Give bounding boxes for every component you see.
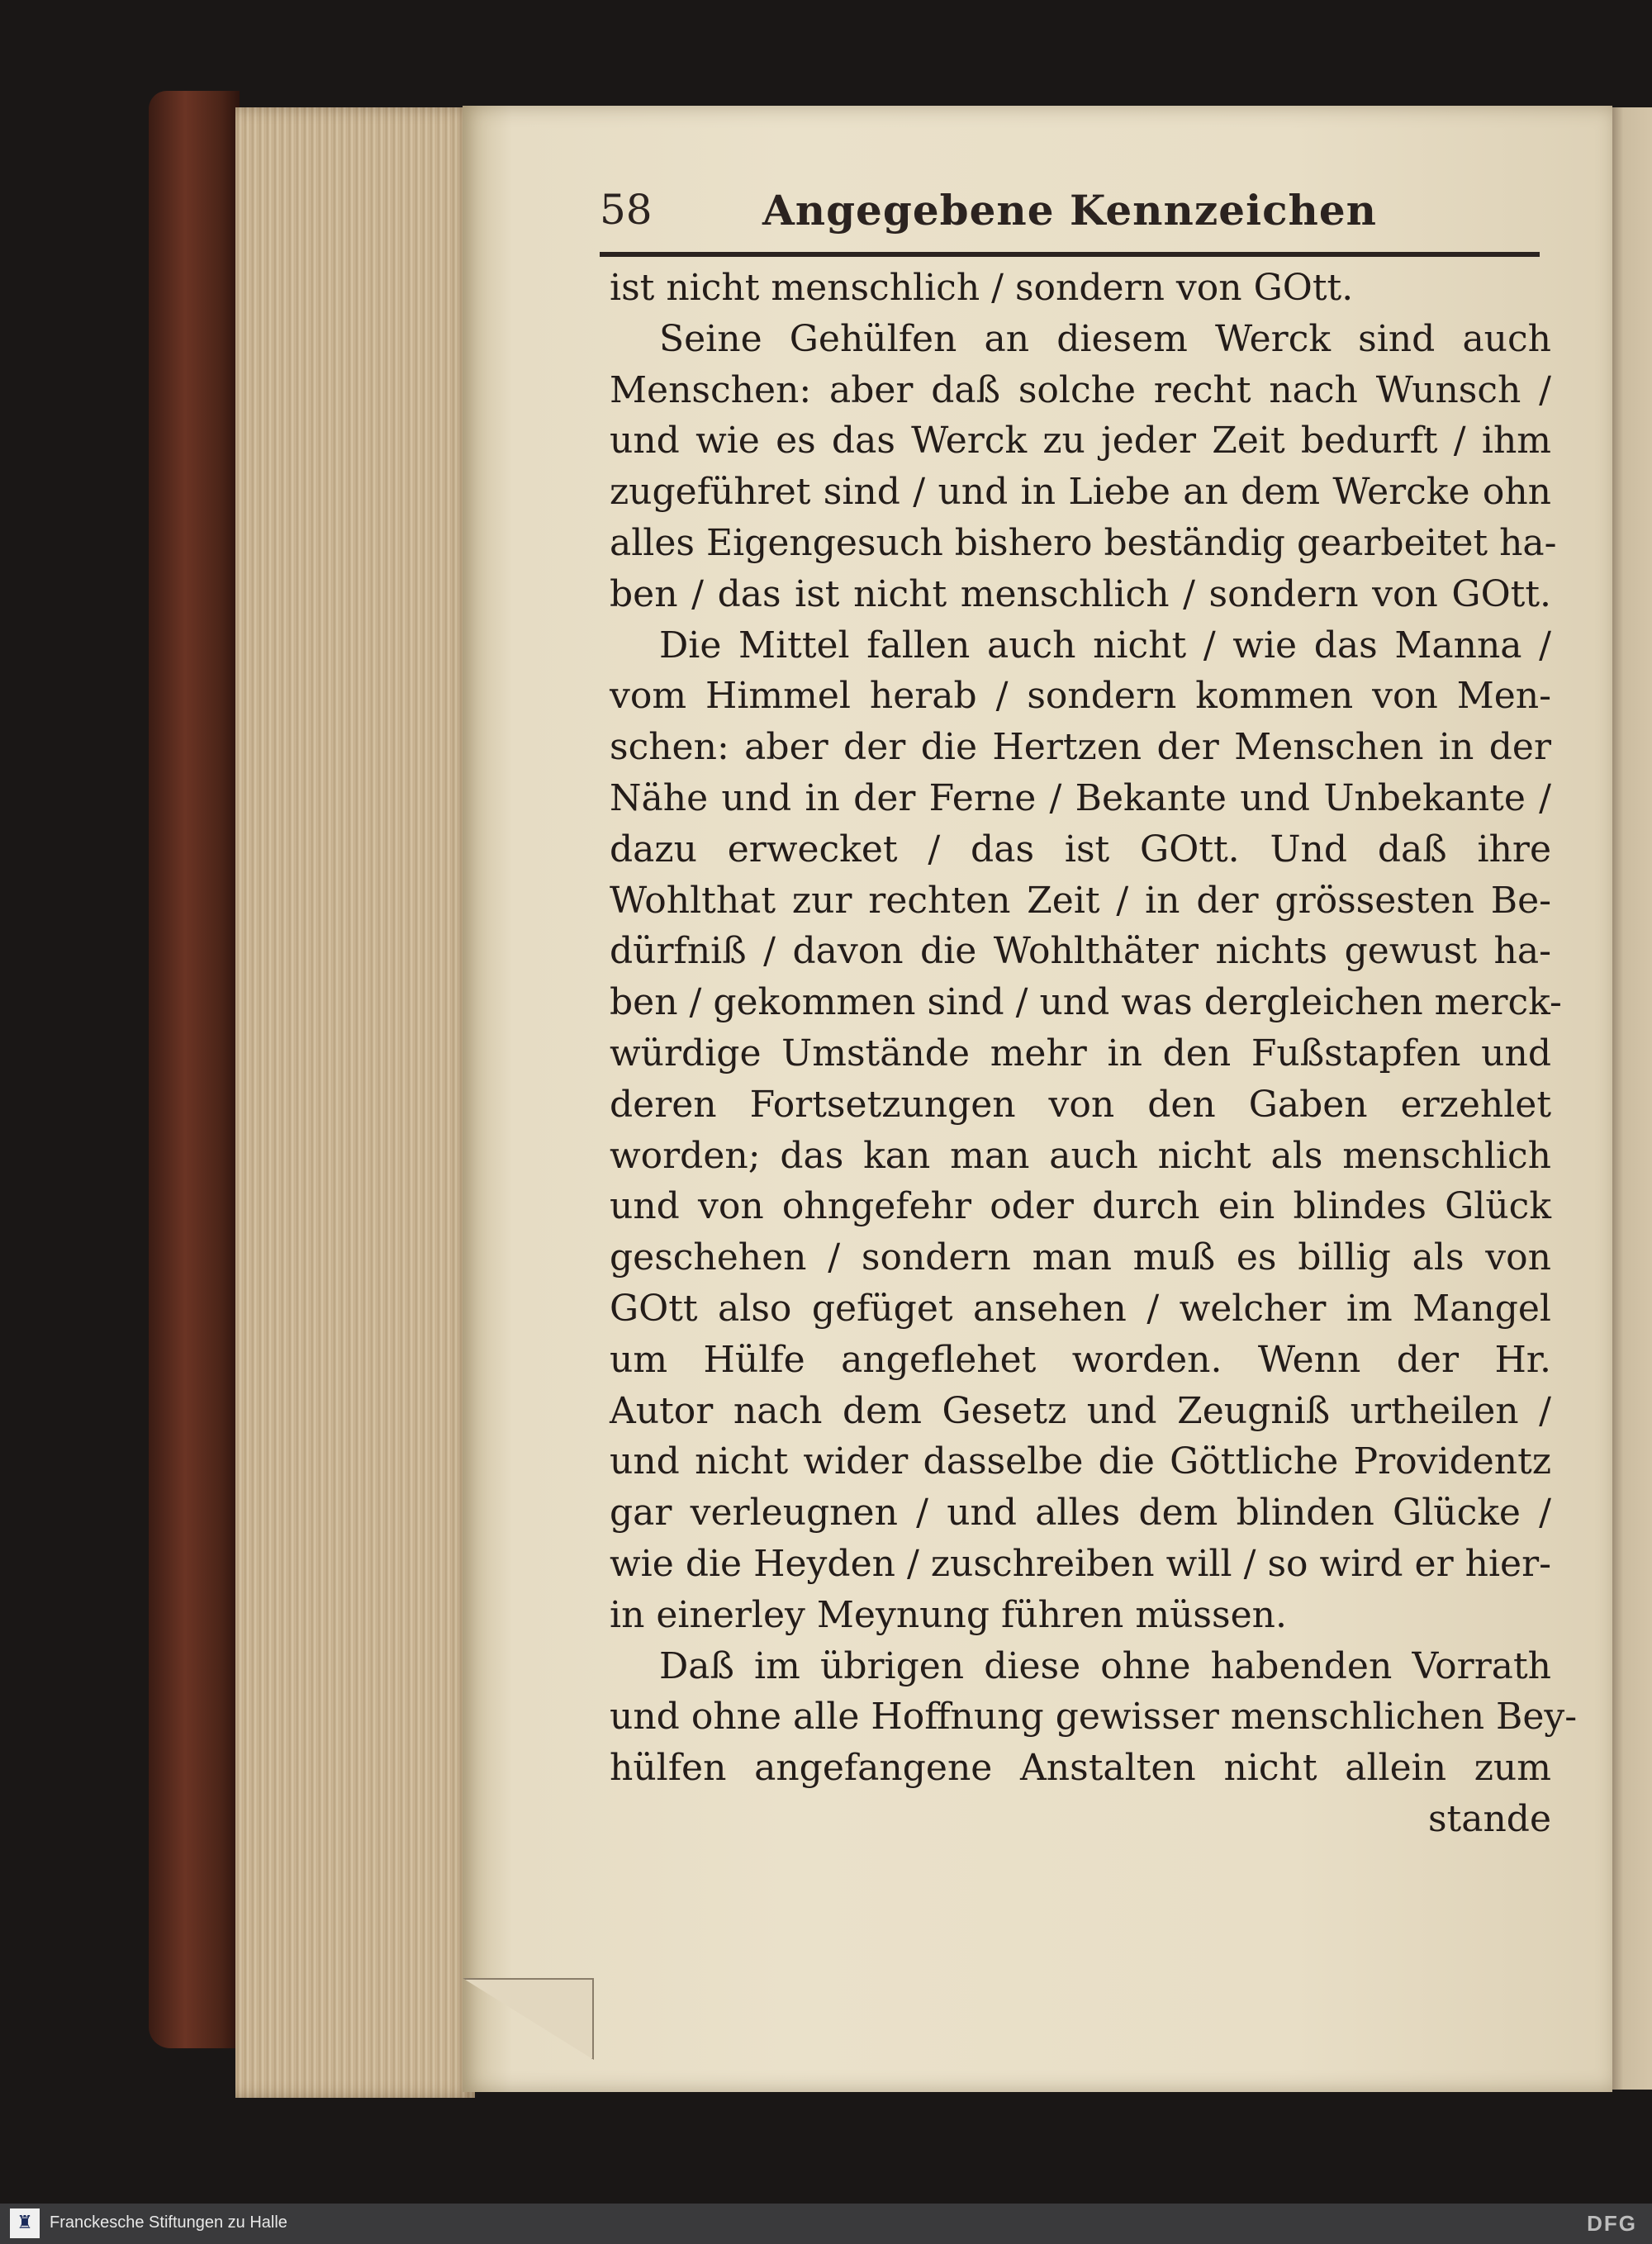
text-line: Die Mittel fallen auch nicht / wie das Manna / bbox=[659, 624, 1551, 667]
book-spine bbox=[149, 91, 240, 2048]
text-line: dürfniß / davon die Wohlthäter nichts gewust ha- bbox=[610, 930, 1551, 973]
page-number: 58 bbox=[600, 186, 653, 234]
text-line: deren Fortsetzungen von den Gaben erzehlet bbox=[610, 1083, 1551, 1126]
page-edges bbox=[235, 107, 475, 2098]
text-line: ist nicht menschlich / sondern von GOtt. bbox=[610, 267, 1354, 309]
text-line: wie die Heyden / zuschreiben will / so wird er hier- bbox=[610, 1542, 1551, 1585]
page-body bbox=[610, 263, 1578, 1845]
text-line: zugeführet sind / und in Liebe an dem Wercke ohn bbox=[610, 471, 1551, 514]
text-line: und ohne alle Hoffnung gewisser menschlichen Bey- bbox=[610, 1696, 1578, 1739]
viewer-footer-bar bbox=[0, 2204, 1652, 2244]
text-line: ben / gekommen sind / und was dergleichen merck- bbox=[610, 981, 1562, 1024]
text-line: Wohlthat zur rechten Zeit / in der grössesten Be- bbox=[610, 879, 1551, 922]
text-line: geschehen / sondern man muß es billig als von bbox=[610, 1236, 1551, 1279]
running-title: Angegebene Kennzeichen bbox=[762, 186, 1378, 235]
text-line: dazu erwecket / das ist GOtt. Und daß ihre bbox=[610, 828, 1551, 871]
institution-logo-icon: ♜ bbox=[10, 2208, 40, 2238]
text-line: Menschen: aber daß solche recht nach Wunsch / bbox=[610, 368, 1551, 411]
page-header bbox=[600, 186, 1540, 257]
text-line: Daß im übrigen diese ohne habenden Vorrath bbox=[659, 1644, 1551, 1687]
text-line: Autor nach dem Gesetz und Zeugniß urtheilen / bbox=[610, 1389, 1551, 1432]
dfg-logo: DFG bbox=[1587, 2211, 1637, 2236]
text-line: Nähe und in der Ferne / Bekante und Unbekante / bbox=[610, 776, 1551, 819]
institution-name: Franckesche Stiftungen zu Halle bbox=[50, 2213, 287, 2232]
text-line: in einerley Meynung führen müssen. bbox=[610, 1593, 1287, 1636]
text-line: würdige Umstände mehr in den Fußstapfen und bbox=[610, 1032, 1551, 1075]
text-line: gar verleugnen / und alles dem blinden Glücke / bbox=[610, 1492, 1551, 1535]
text-line: alles Eigengesuch bishero beständig gearbeitet ha- bbox=[610, 521, 1557, 564]
text-line: worden; das kan man auch nicht als menschlich bbox=[610, 1134, 1551, 1177]
text-line: ben / das ist nicht menschlich / sondern von GOtt. bbox=[610, 572, 1551, 615]
text-line: schen: aber der die Hertzen der Menschen in der bbox=[610, 726, 1551, 769]
text-line: und von ohngefehr oder durch ein blindes Glück bbox=[610, 1185, 1551, 1228]
text-line: um Hülfe angeflehet worden. Wenn der Hr. bbox=[610, 1338, 1551, 1381]
text-line: vom Himmel herab / sondern kommen von Men- bbox=[610, 675, 1551, 718]
text-line: und nicht wider dasselbe die Göttliche Providentz bbox=[610, 1440, 1551, 1483]
text-line: Seine Gehülfen an diesem Werck sind auch bbox=[659, 317, 1551, 360]
text-line: hülfen angefangene Anstalten nicht allein zum bbox=[610, 1747, 1551, 1790]
text-line: und wie es das Werck zu jeder Zeit bedurft / ihm bbox=[610, 420, 1551, 463]
text-line: GOtt also gefüget ansehen / welcher im Mangel bbox=[610, 1287, 1551, 1330]
catchword: stande bbox=[1427, 1797, 1551, 1840]
